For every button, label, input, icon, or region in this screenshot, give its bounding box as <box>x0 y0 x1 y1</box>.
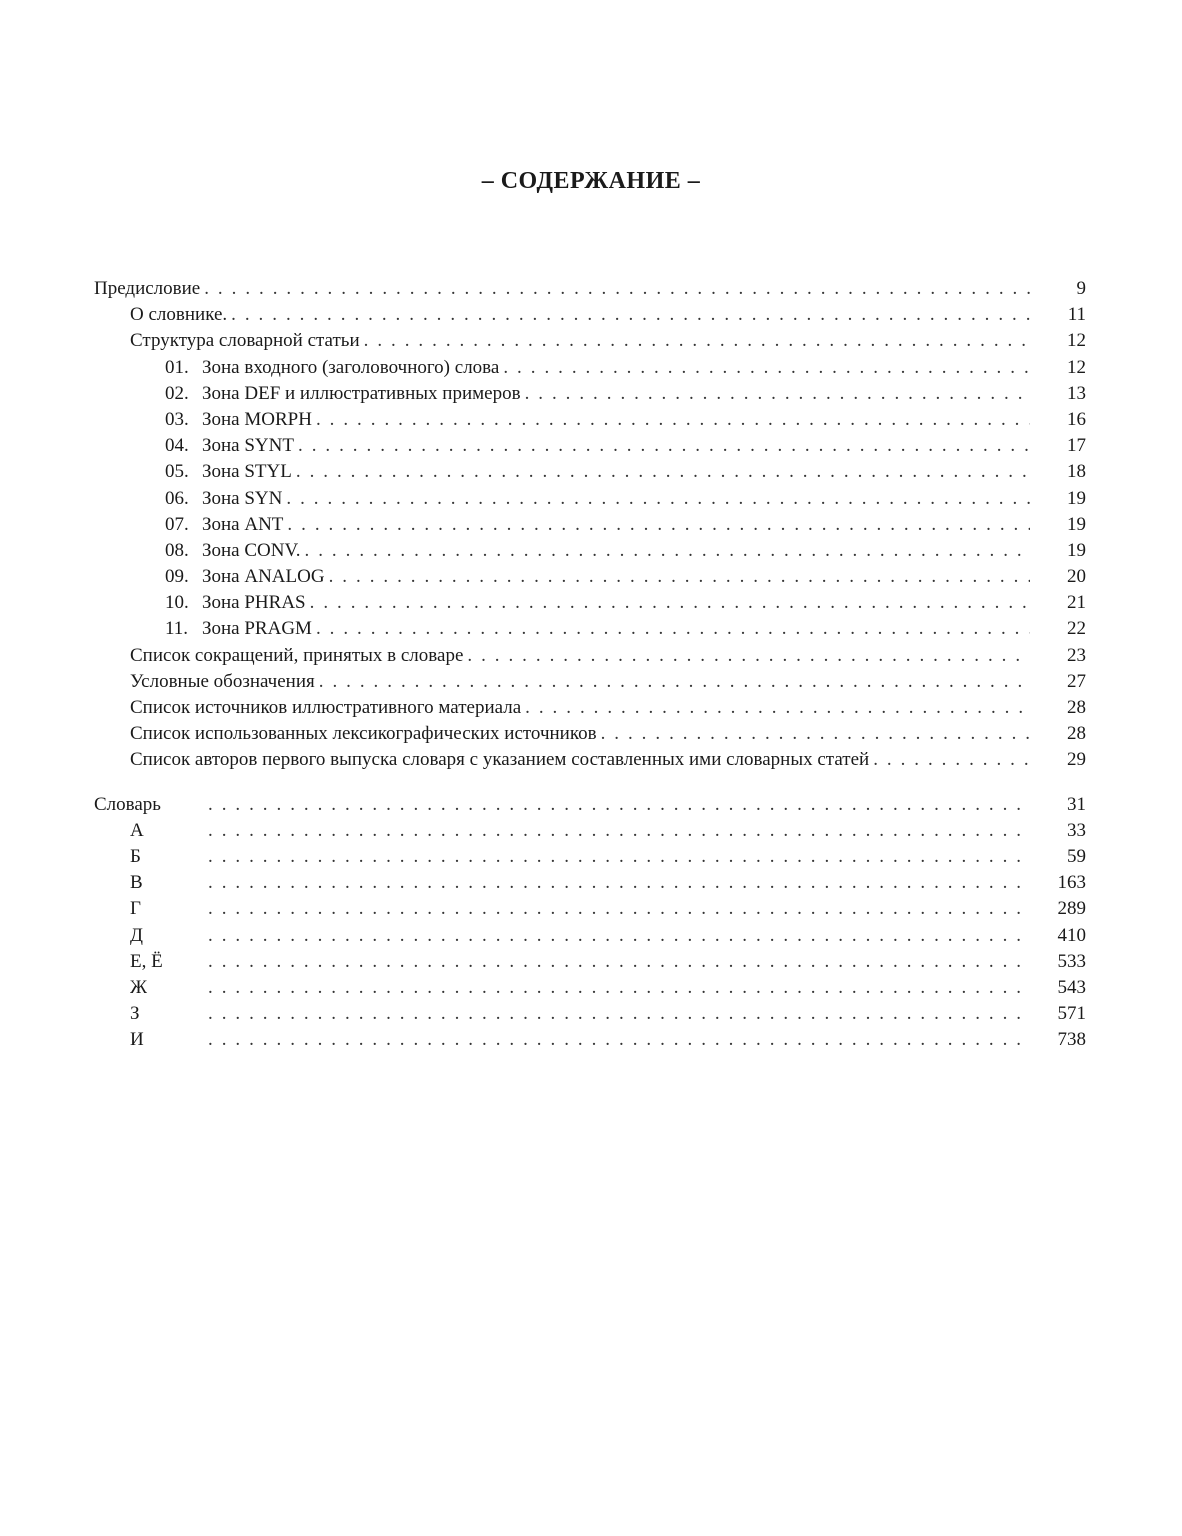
dot-leader <box>499 355 1030 381</box>
toc-entry-label: Зона STYL <box>202 461 292 483</box>
toc-entry[interactable] <box>94 459 1086 485</box>
toc-entry-label: Е, Ё <box>130 950 163 972</box>
toc-entry-label: Список сокращений, принятых в словаре <box>130 644 464 666</box>
toc-entry-title <box>94 276 200 302</box>
dot-leader <box>204 1001 1030 1027</box>
toc-entry-page-number: 31 <box>1067 793 1086 815</box>
toc-entry[interactable] <box>94 486 1086 512</box>
toc-entry-number: 03. <box>165 408 189 430</box>
toc-entry-title <box>165 486 282 512</box>
toc-entry[interactable] <box>94 923 1086 949</box>
toc-entry[interactable] <box>94 433 1086 459</box>
dot-leader <box>312 616 1030 642</box>
dot-leader <box>521 381 1030 407</box>
toc-entry[interactable] <box>94 643 1086 669</box>
toc-entry[interactable] <box>94 381 1086 407</box>
toc-entry-label: З <box>130 1003 140 1025</box>
toc-entry-label: Список использованных лексикографических источников <box>130 723 597 745</box>
toc-entry[interactable] <box>94 355 1086 381</box>
toc-entry-page-number: 11 <box>1067 304 1086 326</box>
toc-entry-title <box>165 590 306 616</box>
toc-entry-page-number: 33 <box>1067 819 1086 841</box>
toc-entry-label: Словарь <box>94 793 161 815</box>
toc-entry-number: 09. <box>165 566 189 588</box>
toc-entry-label: И <box>130 1029 144 1051</box>
toc-entry-title <box>165 564 325 590</box>
section-gap <box>94 774 1086 792</box>
toc-entry-page-number: 29 <box>1067 749 1086 771</box>
toc-entry[interactable] <box>94 407 1086 433</box>
toc-entry-title <box>130 721 597 747</box>
toc-entry-page-number: 13 <box>1067 382 1086 404</box>
toc-entry-title <box>130 949 204 975</box>
toc-entry-title <box>130 844 204 870</box>
toc-entry-title <box>130 1001 204 1027</box>
toc-entry-label: Предисловие <box>94 278 201 299</box>
toc-entry-page-number: 28 <box>1067 697 1086 718</box>
toc-entry-title <box>165 355 499 381</box>
toc-section-dictionary <box>94 792 1086 1054</box>
toc-entry[interactable] <box>94 302 1086 328</box>
dot-leader <box>283 512 1030 538</box>
dot-leader <box>204 923 1030 949</box>
toc-entry[interactable] <box>94 818 1086 844</box>
dot-leader <box>204 844 1030 870</box>
toc-entry-label: Д <box>130 924 143 946</box>
toc-entry-title <box>130 302 227 328</box>
toc-entry-page-number: 17 <box>1067 435 1086 457</box>
dot-leader <box>227 302 1030 328</box>
toc-entry[interactable] <box>94 1001 1086 1027</box>
toc-entry-page-number: 28 <box>1067 723 1086 745</box>
toc-entry-page-number: 59 <box>1067 845 1086 867</box>
toc-section-front-matter <box>94 276 1086 774</box>
toc-entry-page-number: 738 <box>1057 1029 1086 1051</box>
toc-entry[interactable] <box>94 844 1086 870</box>
toc-entry-label: Зона ANT <box>202 513 284 535</box>
toc-entry-label: Зона MORPH <box>202 408 312 430</box>
toc-entry-label: А <box>130 819 144 841</box>
toc-entry-label: Структура словарной статьи <box>130 330 360 352</box>
toc-entry-title <box>165 616 312 642</box>
toc-entry[interactable] <box>94 896 1086 922</box>
toc-entry-page-number: 20 <box>1067 566 1086 588</box>
toc-entry-page-number: 289 <box>1057 898 1086 920</box>
dot-leader <box>315 669 1030 695</box>
toc-entry-label: Условные обозначения <box>130 670 315 692</box>
dot-leader <box>204 975 1030 1001</box>
toc-entry-title <box>130 870 204 896</box>
toc-entry-page-number: 410 <box>1057 924 1086 946</box>
toc-entry-title <box>165 407 312 433</box>
toc-entry[interactable] <box>94 538 1086 564</box>
toc-entry-title <box>165 538 301 564</box>
toc-entry[interactable] <box>94 792 1086 818</box>
page-title: – СОДЕРЖАНИЕ – <box>481 168 701 194</box>
toc-entry-label: Зона SYNT <box>202 435 294 457</box>
toc-entry[interactable] <box>94 870 1086 896</box>
toc-entry-label: В <box>130 872 143 894</box>
dot-leader <box>521 695 1030 721</box>
toc-entry-number: 07. <box>165 513 189 535</box>
toc-entry-title <box>165 381 521 407</box>
toc-entry[interactable] <box>94 669 1086 695</box>
dot-leader <box>204 792 1030 818</box>
toc-entry[interactable] <box>94 590 1086 616</box>
toc-entry-page-number: 543 <box>1057 976 1086 998</box>
dot-leader <box>463 643 1030 669</box>
dot-leader <box>204 870 1030 896</box>
toc-entry-label: Зона ANALOG <box>202 566 325 588</box>
dot-leader <box>292 459 1030 485</box>
toc-entry-number: 06. <box>165 487 189 509</box>
toc-entry-page-number: 12 <box>1067 356 1086 378</box>
toc-entry-label: Зона DEF и иллюстративных примеров <box>202 382 521 404</box>
toc-entry-label: Ж <box>130 976 148 998</box>
toc-entry[interactable] <box>94 1027 1086 1053</box>
toc-entry-number: 05. <box>165 461 189 483</box>
toc-entry[interactable] <box>94 276 1086 302</box>
toc-entry-label: Зона CONV. <box>202 539 301 561</box>
dot-leader <box>204 896 1030 922</box>
toc-entry[interactable] <box>94 616 1086 642</box>
toc-entry-page-number: 12 <box>1067 330 1086 352</box>
dot-leader <box>200 276 1030 302</box>
toc-entry-page-number: 533 <box>1057 950 1086 972</box>
dot-leader <box>306 590 1030 616</box>
toc-entry-title <box>94 792 204 818</box>
toc-entry-page-number: 23 <box>1067 644 1086 666</box>
toc-entry-page-number: 571 <box>1057 1003 1086 1025</box>
dot-leader <box>301 538 1030 564</box>
toc-entry[interactable] <box>94 747 1086 773</box>
toc-entry-title <box>130 1027 204 1053</box>
dot-leader <box>360 328 1030 354</box>
toc-entry-page-number: 27 <box>1067 670 1086 692</box>
toc-entry-label: Зона входного (заголовочного) слова <box>202 356 500 378</box>
toc-entry-title <box>165 433 294 459</box>
toc-entry-title <box>130 643 463 669</box>
toc-entry-number: 01. <box>165 356 189 378</box>
toc-entry-number: 10. <box>165 592 189 614</box>
toc-entry[interactable] <box>94 975 1086 1001</box>
dot-leader <box>204 818 1030 844</box>
toc-entry-page-number: 19 <box>1067 539 1086 561</box>
toc-entry-title <box>130 975 204 1001</box>
toc-entry[interactable] <box>94 721 1086 747</box>
dot-leader <box>204 1027 1030 1053</box>
toc-entry[interactable] <box>94 949 1086 975</box>
toc-entry-page-number: 21 <box>1067 592 1086 614</box>
toc-entry[interactable] <box>94 512 1086 538</box>
toc-entry-page-number: 22 <box>1067 618 1086 640</box>
toc-entry-page-number: 163 <box>1057 872 1086 894</box>
dot-leader <box>325 564 1030 590</box>
dot-leader <box>312 407 1030 433</box>
toc-entry-label: Зона SYN <box>202 487 283 509</box>
toc-entry-title <box>165 512 283 538</box>
dot-leader <box>597 721 1030 747</box>
toc-entry-page-number: 19 <box>1067 513 1086 535</box>
dot-leader <box>294 433 1030 459</box>
toc-entry-number: 04. <box>165 435 189 457</box>
toc-entry-label: Зона PHRAS <box>202 592 306 614</box>
toc-entry-label: Б <box>130 845 141 867</box>
toc-entry-number: 08. <box>165 539 189 561</box>
toc-entry-title <box>130 896 204 922</box>
toc-entry-number: 11. <box>165 618 189 640</box>
toc-entry-title <box>130 747 869 773</box>
toc-entry-page-number: 9 <box>1076 278 1086 299</box>
toc-entry-label: Список источников иллюстративного материала <box>130 697 522 718</box>
toc-entry[interactable] <box>94 695 1086 721</box>
dot-leader <box>204 949 1030 975</box>
toc-entry-title <box>130 669 315 695</box>
toc-entry[interactable] <box>94 564 1086 590</box>
toc-entry-page-number: 18 <box>1067 461 1086 483</box>
toc-entry[interactable] <box>94 328 1086 354</box>
toc-entry-title <box>130 328 360 354</box>
toc-entry-number: 02. <box>165 382 189 404</box>
dot-leader <box>282 486 1030 512</box>
toc-entry-title <box>130 818 204 844</box>
toc-entry-title <box>130 695 521 721</box>
toc-entry-label: О словнике. <box>130 304 228 326</box>
toc-entry-label: Список авторов первого выпуска словаря с указанием составленных ими словарных статей <box>130 749 870 771</box>
toc-entry-page-number: 19 <box>1067 487 1086 509</box>
dot-leader <box>869 747 1030 773</box>
toc-entry-page-number: 16 <box>1067 408 1086 430</box>
toc-entry-title <box>130 923 204 949</box>
toc-entry-label: Зона PRAGM <box>202 618 312 640</box>
table-of-contents <box>94 276 1086 1053</box>
toc-entry-title <box>165 459 292 485</box>
toc-entry-label: Г <box>130 898 141 920</box>
